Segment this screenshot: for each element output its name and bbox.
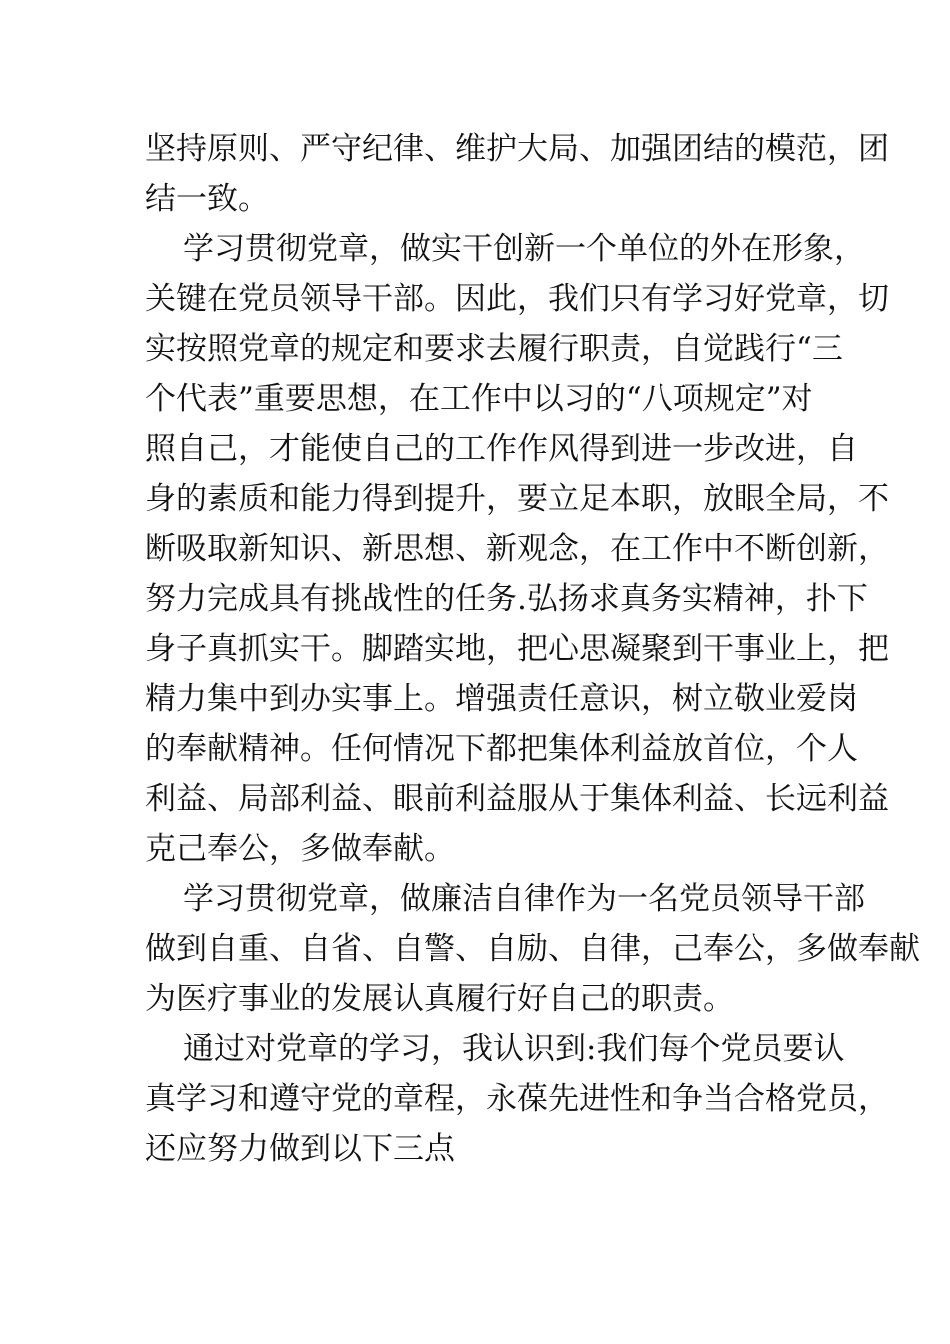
text-line: 结一致。 (145, 181, 269, 217)
text-line: 精力集中到办实事上。增强责任意识，树立敬业爱岗 (145, 681, 858, 717)
text-line: 努力完成具有挑战性的任务.弘扬求真务实精神，扑下 (145, 581, 868, 617)
text-line: 身子真抓实干。脚踏实地，把心思凝聚到干事业上，把 (145, 631, 889, 667)
text-line: 做到自重、自省、自警、自励、自律，己奉公，多做奉献 (145, 931, 920, 967)
text-line: 关键在党员领导干部。因此，我们只有学习好党章，切 (145, 281, 889, 317)
text-line: 克己奉公，多做奉献。 (145, 831, 455, 867)
text-line: 通过对党章的学习，我认识到:我们每个党员要认 (183, 1031, 845, 1067)
text-line: 照自己，才能使自己的工作作风得到进一步改进，自 (145, 431, 858, 467)
text-line: 个代表”重要思想，在工作中以习的“八项规定”对 (145, 381, 813, 417)
document-body (145, 124, 920, 1174)
text-line: 还应努力做到以下三点 (145, 1131, 455, 1167)
text-line: 断吸取新知识、新思想、新观念，在工作中不断创新， (145, 531, 889, 567)
text-line: 学习贯彻党章，做廉洁自律作为一名党员领导干部 (183, 881, 865, 917)
text-line: 为医疗事业的发展认真履行好自己的职责。 (145, 981, 734, 1017)
text-line: 身的素质和能力得到提升，要立足本职，放眼全局，不 (145, 481, 889, 517)
text-line: 坚持原则、严守纪律、维护大局、加强团结的模范，团 (145, 131, 889, 167)
text-line: 实按照党章的规定和要求去履行职责，自觉践行“三 (145, 331, 843, 367)
text-line: 的奉献精神。任何情况下都把集体利益放首位，个人 (145, 731, 858, 767)
text-line: 学习贯彻党章，做实干创新一个单位的外在形象， (183, 231, 865, 267)
text-line: 真学习和遵守党的章程，永葆先进性和争当合格党员， (145, 1081, 889, 1117)
text-line: 利益、局部利益、眼前利益服从于集体利益、长远利益 (145, 781, 889, 817)
